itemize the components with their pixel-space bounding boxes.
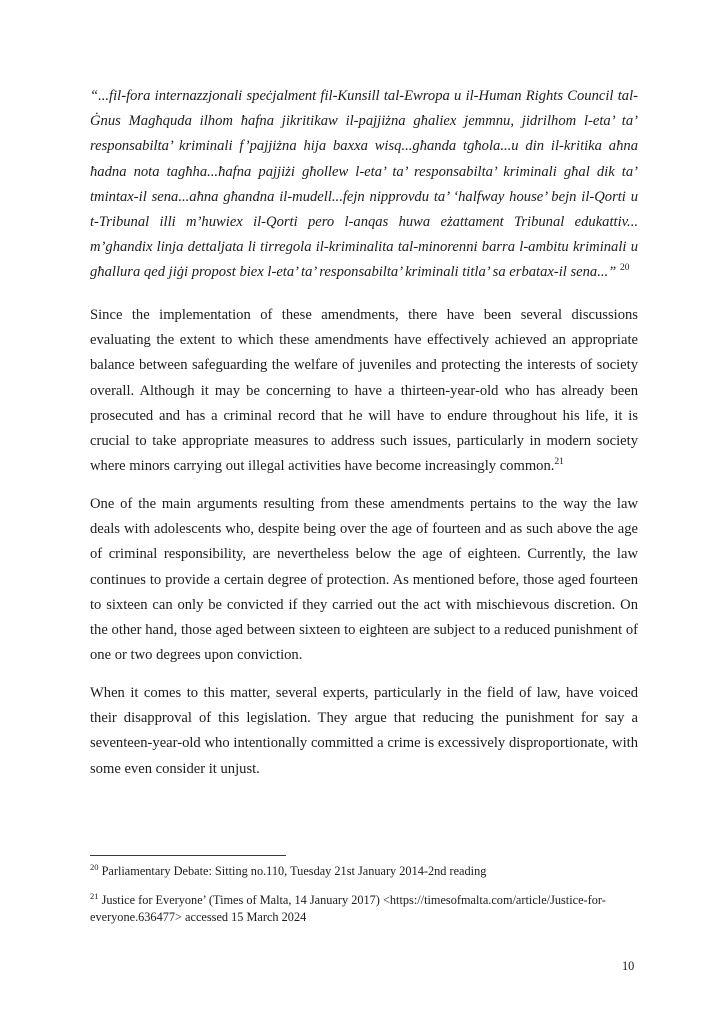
footnote-ref-20: 20 <box>619 263 630 274</box>
footnote-ref-21: 21 <box>554 457 564 468</box>
page-number: 10 <box>622 959 635 973</box>
paragraph-text: Since the implementation of these amendments, there have been several discussions evaluating the extent to which these amendments have effectively achieved an appropriate balance between safeguarding the welfare of juveniles and protecting the interests of society overall. Although it may be concerning to have a thirteen-year-old who has already been prosecuted and has a criminal record that he will have to endure throughout his life, it is crucial to take appropriate measures to address such issues, particularly in modern society where minors carrying out illegal activities have become increasingly common. <box>90 306 638 475</box>
paragraph-2 <box>90 492 638 669</box>
footnote-marker: 20 <box>90 861 99 872</box>
footnote-separator <box>90 855 286 856</box>
paragraph-text: One of the main arguments resulting from these amendments pertains to the way the law deals with adolescents who, despite being over the age of fourteen and as such above the age of criminal responsibility, are nevertheless below the age of eighteen. Currently, the law continues to provide a certain degree of protection. As mentioned before, those aged fourteen to sixteen can only be convicted if they carried out the act with mischievous discretion. On the other hand, those aged between sixteen to eighteen are subject to a reduced punishment of one or two degrees upon conviction. <box>90 495 638 664</box>
block-quote <box>90 84 638 286</box>
footnote-text: Parliamentary Debate: Sitting no.110, Tuesday 21st January 2014-2nd reading <box>101 864 487 878</box>
page-content <box>90 84 638 782</box>
paragraph-text: When it comes to this matter, several experts, particularly in the field of law, have voiced their disapproval of this legislation. They argue that reducing the punishment for say a seventeen-year-old who intentionally committed a crime is excessively disproportionate, with some even consider it unjust. <box>90 684 638 777</box>
footnote-text: Justice for Everyone’ (Times of Malta, 14 January 2017) <https://timesofmalta.com/article/Justice-for-everyone.636477> accessed 15 March 2024 <box>90 893 606 924</box>
footnote-marker: 21 <box>90 890 99 901</box>
paragraph-1 <box>90 303 638 480</box>
footnote-21 <box>90 892 638 926</box>
footnote-20 <box>90 863 638 880</box>
paragraph-3 <box>90 681 638 782</box>
quote-text: “...fil-fora internazzjonali speċjalment fil-Kunsill tal-Ewropa u il-Human Rights Council tal-Ġnus Magħquda ilhom ħafna jikritikaw il-pajjiżna għaliex jemmnu, jidrilhom l-eta’ ta’ responsabilta’ kriminali f’pajjiżna hija baxxa wisq...għanda tgħola...u din il-kritika aħna ħadna nota tagħha...ħafna pajjiżi għollew l-eta’ ta’ responsabilta’ kriminali għal dik ta’ tmintax-il sena...aħna għandna il-mudell...fejn nipprovdu ta’ ‘halfway house’ bejn il-Qorti u t-Tribunal illi m’huwiex il-Qorti pero l-anqas huwa eżattament Tribunal edukattiv... m’ghandix linja dettaljata li tirregola il-kriminalita tal-minorenni barra l-ambitu kriminali u għallura qed jiġi propost biex l-eta’ ta’ responsabilta’ kriminali titla’ sa erbatax-il sena...” <box>90 88 638 281</box>
footnotes-section <box>90 855 638 926</box>
